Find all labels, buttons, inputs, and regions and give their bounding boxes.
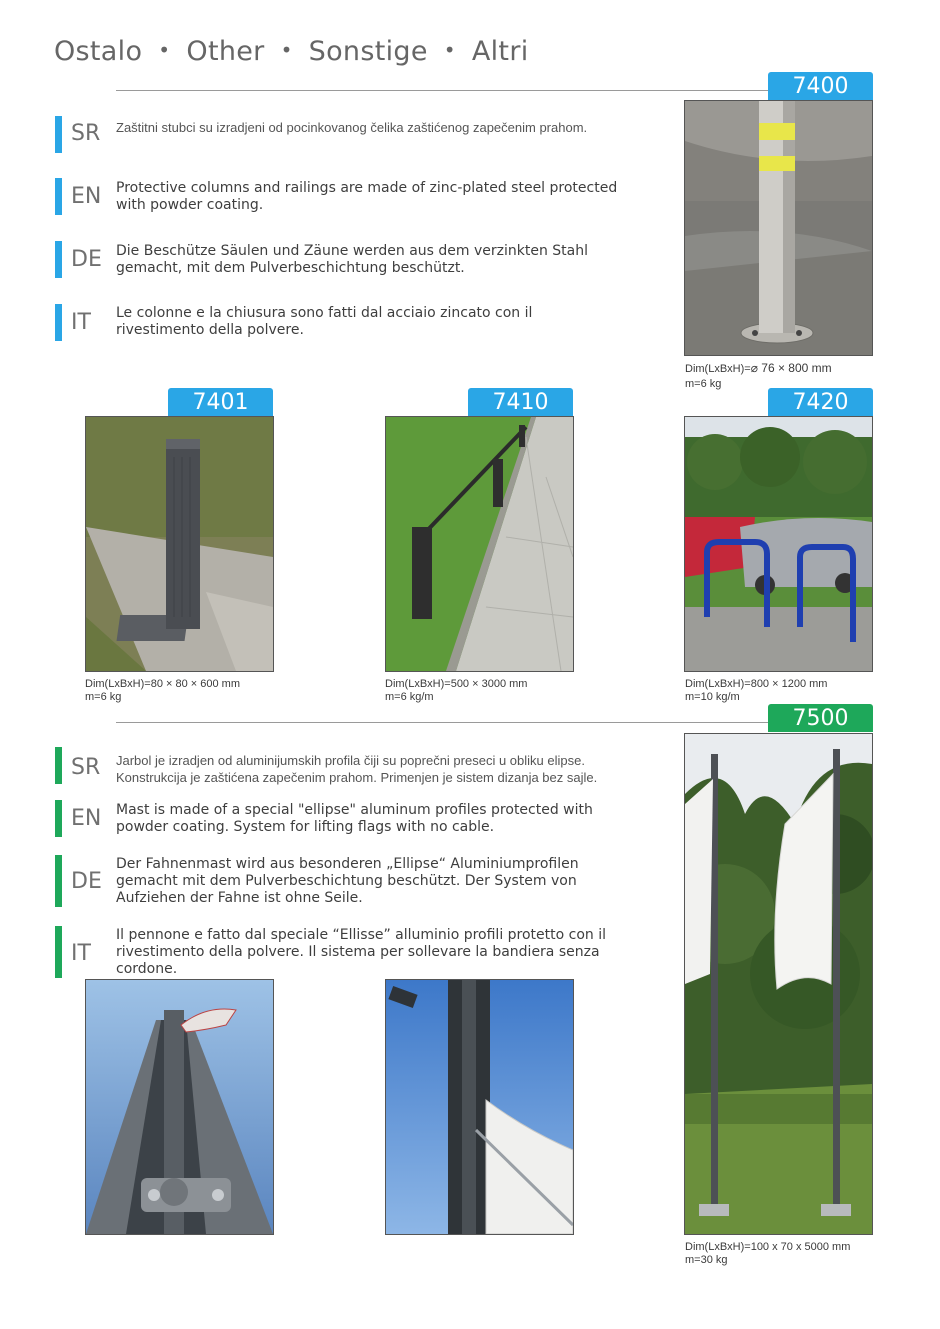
lang-code-sr: SR (71, 755, 101, 780)
language-marker (55, 116, 62, 153)
title-separator: • (158, 38, 171, 62)
mast-top-detail-photo (385, 979, 574, 1235)
mast-base-detail-photo (85, 979, 274, 1235)
language-marker (55, 855, 62, 907)
lang-code-it: IT (71, 310, 91, 335)
dimensions-value: 76 × 800 mm (757, 361, 832, 375)
language-marker (55, 747, 62, 784)
product-code-tab: 7400 (768, 72, 873, 100)
lang-code-en: EN (71, 184, 102, 209)
description-en: Protective columns and railings are made of zinc-plated steel protected with powder coating. (116, 180, 618, 213)
page-title (54, 36, 529, 67)
flagpoles-photo (684, 733, 873, 1235)
description-sr: Zaštitni stubci su izradjeni od pocinkovanog čelika zaštićenog zapečenim prahom. (116, 120, 588, 135)
product-code-tab: 7420 (768, 388, 873, 416)
mass-label: m=6 kg/m (385, 691, 434, 703)
lang-code-sr: SR (71, 121, 101, 146)
description-de: Der Fahnenmast wird aus besonderen „Ellipse“ Aluminiumprofilen gemacht mit dem Pulverbeschichtung beschützt. Der System von Aufziehen der Fahne ist ohne Seile. (116, 856, 579, 906)
language-marker (55, 304, 62, 341)
square-post-photo (85, 416, 274, 672)
language-marker (55, 926, 62, 978)
dimensions-label (685, 361, 832, 376)
mass-label: m=10 kg/m (685, 691, 740, 703)
language-marker (55, 241, 62, 278)
railing-photo (385, 416, 574, 672)
lang-code-de: DE (71, 869, 102, 894)
diameter-symbol: ⌀ (750, 361, 758, 375)
mass-label: m=30 kg (685, 1254, 728, 1266)
title-separator: • (443, 38, 456, 62)
description-it: Il pennone e fatto dal speciale “Ellisse” alluminio profili protetto con il rivestimento della polvere. Il sistema per sollevare la bandiera senza cordone. (116, 927, 607, 977)
dimensions-label: Dim(LxBxH)=500 × 3000 mm (385, 678, 528, 690)
dimensions-label: Dim(LxBxH)=80 × 80 × 600 mm (85, 678, 240, 690)
description-it: Le colonne e la chiusura sono fatti dal acciaio zincato con il rivestimento della polvere. (116, 305, 533, 338)
product-code-tab: 7410 (468, 388, 573, 416)
description-de: Die Beschütze Säulen und Zäune werden aus dem verzinkten Stahl gemacht, mit dem Pulverbeschichtung beschützt. (116, 243, 589, 276)
description-en: Mast is made of a special "ellipse" aluminum profiles protected with powder coating. System for lifting flags with no cable. (116, 802, 593, 835)
silver-bollard-photo (684, 100, 873, 356)
title-sr: Ostalo (54, 36, 143, 67)
product-code-tab: 7401 (168, 388, 273, 416)
lang-code-de: DE (71, 247, 102, 272)
section-divider (116, 90, 768, 91)
dimensions-prefix: Dim(LxBxH)= (685, 363, 751, 375)
mass-label: m=6 kg (685, 378, 722, 390)
language-marker (55, 178, 62, 215)
title-it: Altri (471, 36, 529, 67)
title-separator: • (280, 38, 293, 62)
u-barrier-photo (684, 416, 873, 672)
lang-code-en: EN (71, 806, 102, 831)
dimensions-label: Dim(LxBxH)=800 × 1200 mm (685, 678, 828, 690)
title-de: Sonstige (308, 36, 428, 67)
title-en: Other (186, 36, 265, 67)
section-divider (116, 722, 768, 723)
dimensions-label: Dim(LxBxH)=100 x 70 x 5000 mm (685, 1241, 851, 1253)
mass-label: m=6 kg (85, 691, 122, 703)
lang-code-it: IT (71, 941, 91, 966)
description-sr: Jarbol je izradjen od aluminijumskih profila čiji su poprečni preseci u obliku elipse. Konstrukcija je zaštićena zapečenim prahom. Primenjen je sistem dizanja bez sajle. (116, 753, 598, 785)
product-code-tab: 7500 (768, 704, 873, 732)
language-marker (55, 800, 62, 837)
